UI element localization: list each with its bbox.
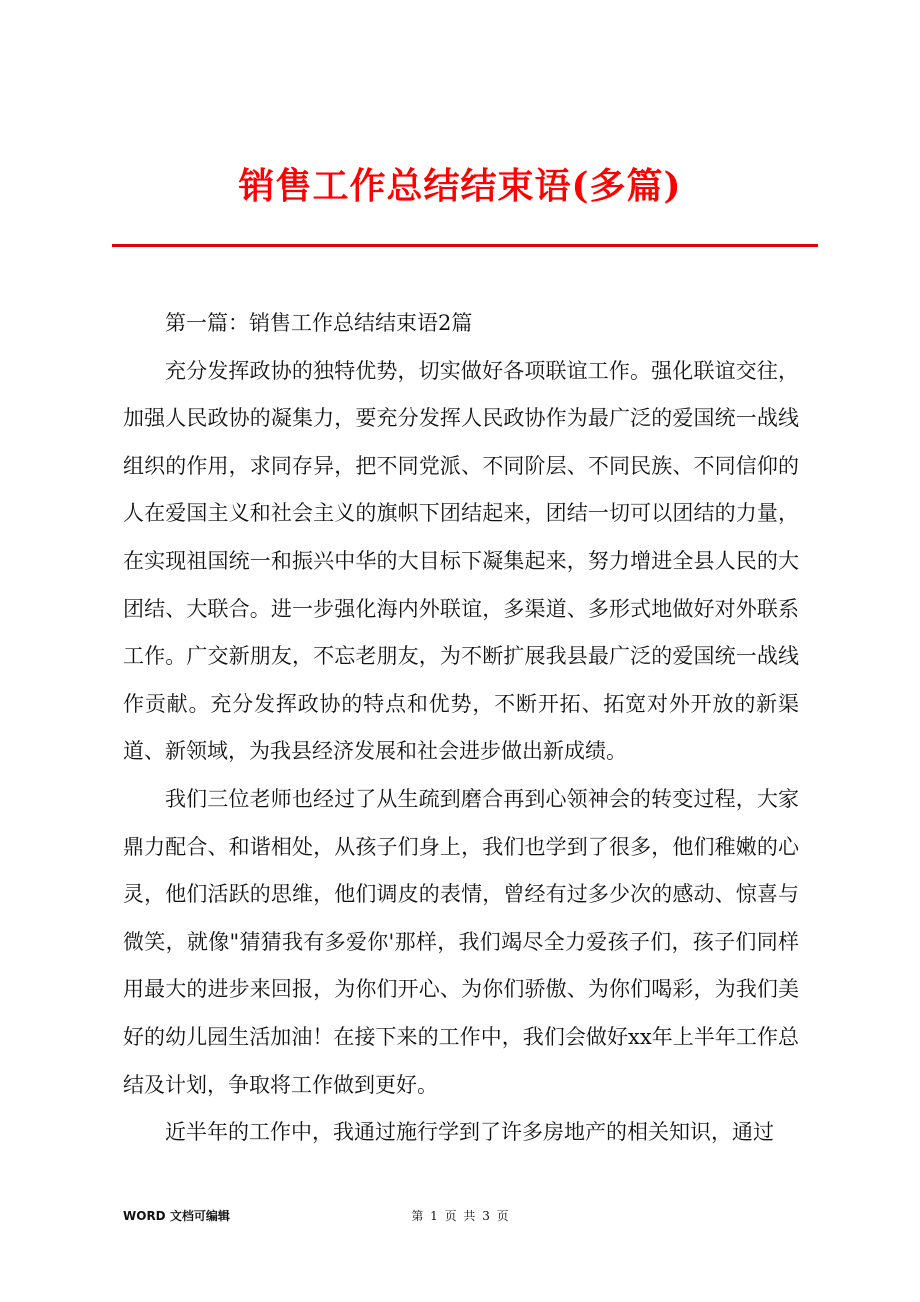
document-title: 销售工作总结结束语(多篇) — [238, 165, 682, 207]
title-underline-rule — [112, 244, 818, 247]
section-heading: 第一篇：销售工作总结结束语2篇 — [165, 311, 473, 335]
body-paragraph: 我们三位老师也经过了从生疏到磨合再到心领神会的转变过程，大家鼎力配合、和谐相处，从孩子们身上，我们也学到了很多，他们稚嫩的心灵，他们活跃的思维，他们调皮的表情，曾经有过多少次的感动、惊喜与微笑，就像"猜猜我有多爱你'那样，我们竭尽全力爱孩子们，孩子们同样用最大的进步来回报，为你们开心、为你们骄傲、为你们喝彩，为我们美好的幼儿园生活加油！在接下来的工作中，我们会做好xx年上半年工作总结及计划，争取将工作做到更好。 — [123, 786, 799, 1097]
footer-editable-label: WORD 文档可编辑 — [123, 1209, 230, 1223]
document-body — [123, 300, 799, 1157]
body-paragraph: 充分发挥政协的独特优势，切实做好各项联谊工作。强化联谊交往，加强人民政协的凝集力，要充分发挥人民政协作为最广泛的爱国统一战线组织的作用，求同存异，把不同党派、不同阶层、不同民族、不同信仰的人在爱国主义和社会主义的旗帜下团结起来，团结一切可以团结的力量，在实现祖国统一和振兴中华的大目标下凝集起来，努力增进全县人民的大团结、大联合。进一步强化海内外联谊，多渠道、多形式地做好对外联系工作。广交新朋友，不忘老朋友，为不断扩展我县最广泛的爱国统一战线作贡献。充分发挥政协的特点和优势，不断开拓、拓宽对外开放的新渠道、新领域，为我县经济发展和社会进步做出新成绩。 — [123, 358, 799, 764]
page-number-indicator: 第 1 页 共 3 页 — [411, 1209, 509, 1223]
body-paragraph: 近半年的工作中，我通过施行学到了许多房地产的相关知识，通过 — [165, 1120, 774, 1145]
